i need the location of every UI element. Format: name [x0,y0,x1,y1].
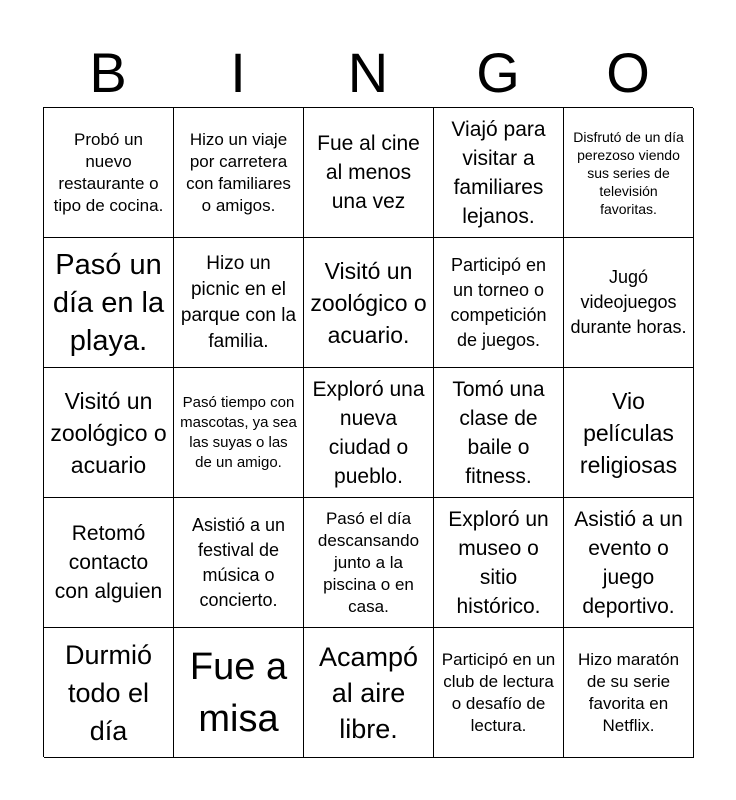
bingo-cell[interactable] [44,108,174,238]
cell-text: Probó un nuevo restaurante o tipo de cocina. [53,129,164,215]
cell-text: Fue a misa [189,645,288,740]
bingo-cell[interactable] [434,238,564,368]
cell-text: Pasó el día descansando junto a la piscina o en casa. [317,508,420,616]
bingo-cell[interactable] [434,498,564,628]
bingo-cell[interactable] [564,238,694,368]
cell-text: Tomó una clase de baile o fitness. [452,377,545,488]
cell-text: Fue al cine al menos una vez [317,132,420,213]
bingo-cell[interactable] [564,628,694,758]
bingo-card [43,107,693,757]
cell-text: Visitó un zoológico o acuario. [310,257,427,348]
header-letter-n: N [347,41,389,104]
cell-text: Pasó tiempo con mascotas, ya sea las suyas o las de un amigo. [180,393,297,471]
bingo-cell[interactable] [174,368,304,498]
cell-text: Durmió todo el día [64,639,152,746]
cell-text: Pasó un día en la playa. [52,248,165,357]
bingo-cell[interactable] [564,498,694,628]
bingo-cell[interactable] [44,628,174,758]
cell-text: Jugó videojuegos durante horas. [570,267,687,337]
bingo-cell[interactable] [44,368,174,498]
cell-text: Vio películas religiosas [579,387,678,478]
cell-text: Viajó para visitar a familiares lejanos. [451,117,546,228]
header-letter-i: I [230,41,246,104]
cell-text: Participó en un club de lectura o desafío de lectura. [441,649,556,735]
bingo-header [43,38,693,108]
bingo-cell[interactable] [304,108,434,238]
bingo-cell[interactable] [174,498,304,628]
cell-text: Acampó al aire libre. [318,641,419,744]
bingo-cell[interactable] [434,108,564,238]
bingo-cell[interactable] [434,628,564,758]
bingo-cell[interactable] [304,498,434,628]
cell-text: Disfrutó de un día perezoso viendo sus series de televisión favoritas. [573,128,684,217]
cell-text: Hizo maratón de su serie favorita en Netflix. [577,649,680,735]
bingo-cell[interactable] [174,628,304,758]
cell-text: Retomó contacto con alguien [54,522,163,603]
header-letter-b: B [89,41,127,104]
header-letter-g: G [476,41,520,104]
cell-text: Hizo un viaje por carretera con familiares o amigos. [186,129,291,215]
cell-text: Visitó un zoológico o acuario [50,387,167,478]
bingo-cell[interactable] [44,238,174,368]
bingo-cell[interactable] [304,628,434,758]
bingo-cell[interactable] [564,108,694,238]
bingo-cell[interactable] [304,238,434,368]
cell-text: Participó en un torneo o competición de juegos. [450,254,547,350]
cell-text: Exploró un museo o sitio histórico. [448,507,549,618]
bingo-cell[interactable] [434,368,564,498]
bingo-cell[interactable] [174,108,304,238]
cell-text: Hizo un picnic en el parque con la familia. [180,252,297,352]
header-letter-o: O [606,41,650,104]
bingo-cell[interactable] [564,368,694,498]
cell-text: Exploró una nueva ciudad o pueblo. [312,377,425,488]
bingo-cell[interactable] [44,498,174,628]
cell-text: Asistió a un festival de música o concierto. [191,514,286,610]
bingo-cell[interactable] [174,238,304,368]
cell-text: Asistió a un evento o juego deportivo. [574,507,683,618]
bingo-cell[interactable] [304,368,434,498]
